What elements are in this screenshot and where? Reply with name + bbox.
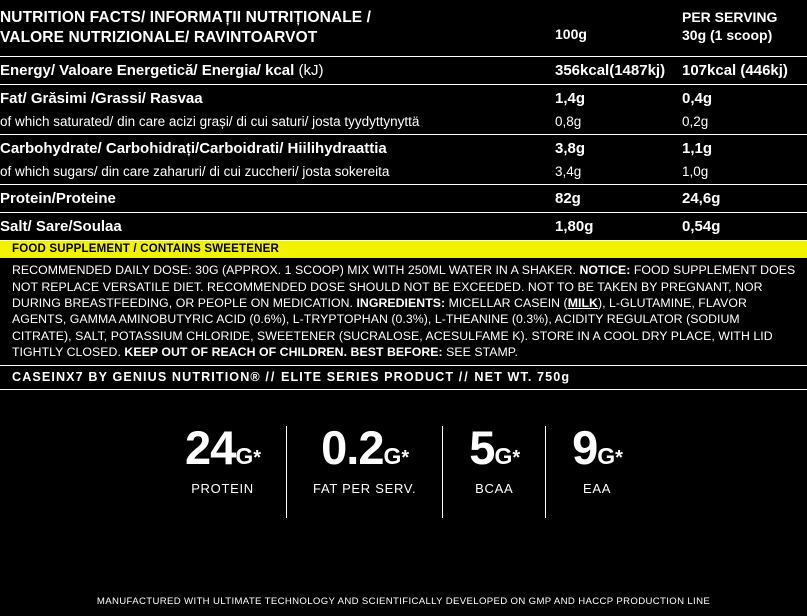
key-stats-row	[0, 421, 807, 518]
stat-value	[321, 421, 409, 475]
value-per-serving: 107kcal (446kj)	[682, 61, 788, 79]
table-row	[0, 213, 807, 240]
stat-block	[159, 421, 286, 518]
column-header-per-100g-label: 100g	[555, 26, 587, 42]
stat-unit: G	[597, 443, 616, 470]
table-row	[0, 162, 807, 184]
nutrient-label-main: of which sugars/ din care zaharuri/ di cui zuccheri/ josta sokereita	[0, 164, 390, 180]
stat-unit: G	[235, 443, 254, 470]
value-per-serving: 0,2g	[682, 114, 709, 130]
nutrient-label	[0, 112, 555, 134]
stat-number: 9	[572, 421, 598, 475]
nutrient-label-unit: (kJ)	[294, 61, 324, 79]
stat-asterisk: *	[615, 447, 622, 470]
stat-number: 24	[185, 421, 236, 475]
stat-number: 5	[469, 421, 495, 475]
table-title-line-1: NUTRITION FACTS/ INFORMAȚII NUTRIȚIONALE /	[0, 9, 372, 26]
nutrition-rows	[0, 56, 807, 240]
nutrient-label	[0, 185, 555, 213]
product-series-label: ELITE SERIES PRODUCT	[281, 370, 455, 385]
food-supplement-band: FOOD SUPPLEMENT / CONTAINS SWEETENER	[0, 240, 807, 258]
value-per-100g: 1,4g	[555, 90, 586, 108]
nutrient-label	[0, 57, 555, 85]
nutrition-facts-table	[0, 0, 807, 56]
stat-caption: FAT PER SERV.	[313, 480, 417, 496]
column-header-per-serving-line-2: 30g (1 scoop)	[682, 27, 773, 44]
nutrient-label-main: Salt/ Sare/Soulaa	[0, 217, 122, 235]
stat-value	[469, 421, 520, 475]
stat-unit: G	[494, 443, 513, 470]
product-brand-label: CASEINX7 BY GENIUS NUTRITION®	[12, 370, 261, 385]
column-header-per-serving	[682, 0, 807, 56]
stat-block	[286, 421, 442, 518]
ingredients-text: RECOMMENDED DAILY DOSE: 30G (APPROX. 1 SCOOP) MIX WITH 250ML WATER IN A SHAKER. NOTICE: FOOD SUPPLEMENT DOES NOT REPLACE VERSATILE DIET. RECOMMENDED DOSE SHOULD NOT BE EXCEEDED. NOT TO BE TAKEN BY PREGNANT, NOR DURING BREASTFEEDING, OR PEOPLE ON MEDICATION. INGREDIENTS: MICELLAR CASEIN (MILK), L-GLUTAMINE, FLAVOR AGENTS, GAMMA AMINOBUTYRIC ACID (0.6%), L-TRYPTOPHAN (0.3%), L-THEANINE (0.3%), ACIDITY REGULATOR (SODIUM CITRATE), SALT, POTASSIUM CHLORIDE, SWEETENER (SUCRALOSE, ACESULFAME K). STORE IN A COOL DRY PLACE, WITH LID TIGHTLY CLOSED. KEEP OUT OF REACH OF CHILDREN. BEST BEFORE: SEE STAMP.	[12, 263, 796, 359]
product-identity-line	[0, 365, 807, 390]
stat-block	[545, 421, 648, 518]
value-per-100g: 82g	[555, 189, 581, 207]
nutrient-label-main: Carbohydrate/ Carbohidrați/Carboidrati/ Hiilihydraattia	[0, 139, 387, 157]
table-row	[0, 185, 807, 213]
column-header-per-100g	[555, 0, 682, 56]
value-per-serving: 1,0g	[682, 164, 709, 180]
nutrient-label-main: Energy/ Valoare Energetică/ Energia/ kcal	[0, 61, 295, 79]
value-per-100g: 0,8g	[555, 114, 582, 130]
nutrition-values-table	[0, 56, 807, 240]
stat-asterisk: *	[401, 447, 409, 470]
nutrient-label	[0, 162, 555, 184]
nutrient-label-main: of which saturated/ din care acizi grași/ di cui saturi/ josta tyydyttynyttä	[0, 114, 420, 130]
value-per-100g: 1,80g	[555, 217, 594, 235]
nutrient-label-main: Protein/Proteine	[0, 189, 116, 207]
stat-asterisk: *	[512, 447, 520, 470]
nutrient-label	[0, 135, 555, 162]
stat-caption: EAA	[582, 480, 612, 496]
product-net-weight-label: NET WT. 750g	[474, 370, 571, 385]
value-per-100g: 356kcal(1487kj)	[555, 61, 666, 79]
value-per-serving: 24,6g	[682, 189, 721, 207]
nutrition-table-body	[0, 0, 807, 56]
manufacturing-note: MANUFACTURED WITH ULTIMATE TECHNOLOGY AND SCIENTIFICALLY DEVELOPED ON GMP AND HACCP PRODUCTION LINE	[96, 596, 711, 607]
value-per-serving: 1,1g	[682, 139, 713, 157]
nutrient-label	[0, 213, 555, 240]
stat-value	[572, 421, 622, 475]
value-per-100g: 3,8g	[555, 139, 586, 157]
stat-block	[442, 421, 545, 518]
table-title-cell	[0, 0, 555, 56]
stat-caption: BCAA	[475, 480, 514, 496]
column-header-per-serving-line-1: PER SERVING	[682, 9, 778, 25]
table-row	[0, 57, 807, 85]
product-separator-2: //	[458, 370, 470, 385]
nutrient-label-main: Fat/ Grăsimi /Grassi/ Rasvaa	[0, 90, 203, 108]
stat-number: 0.2	[321, 421, 384, 475]
table-title-line-2: VALORE NUTRIZIONALE/ RAVINTOARVOT	[0, 29, 318, 47]
table-row	[0, 112, 807, 134]
stat-unit: G	[383, 443, 402, 470]
stat-value	[185, 421, 261, 475]
value-per-serving: 0,54g	[682, 217, 721, 235]
table-row	[0, 135, 807, 162]
stat-asterisk: *	[253, 447, 261, 470]
nutrient-label	[0, 85, 555, 112]
table-header-row	[0, 0, 807, 56]
value-per-100g: 3,4g	[555, 164, 582, 180]
product-separator-1: //	[265, 370, 277, 385]
value-per-serving: 0,4g	[682, 90, 713, 108]
table-row	[0, 85, 807, 112]
stat-caption: PROTEIN	[191, 480, 254, 496]
